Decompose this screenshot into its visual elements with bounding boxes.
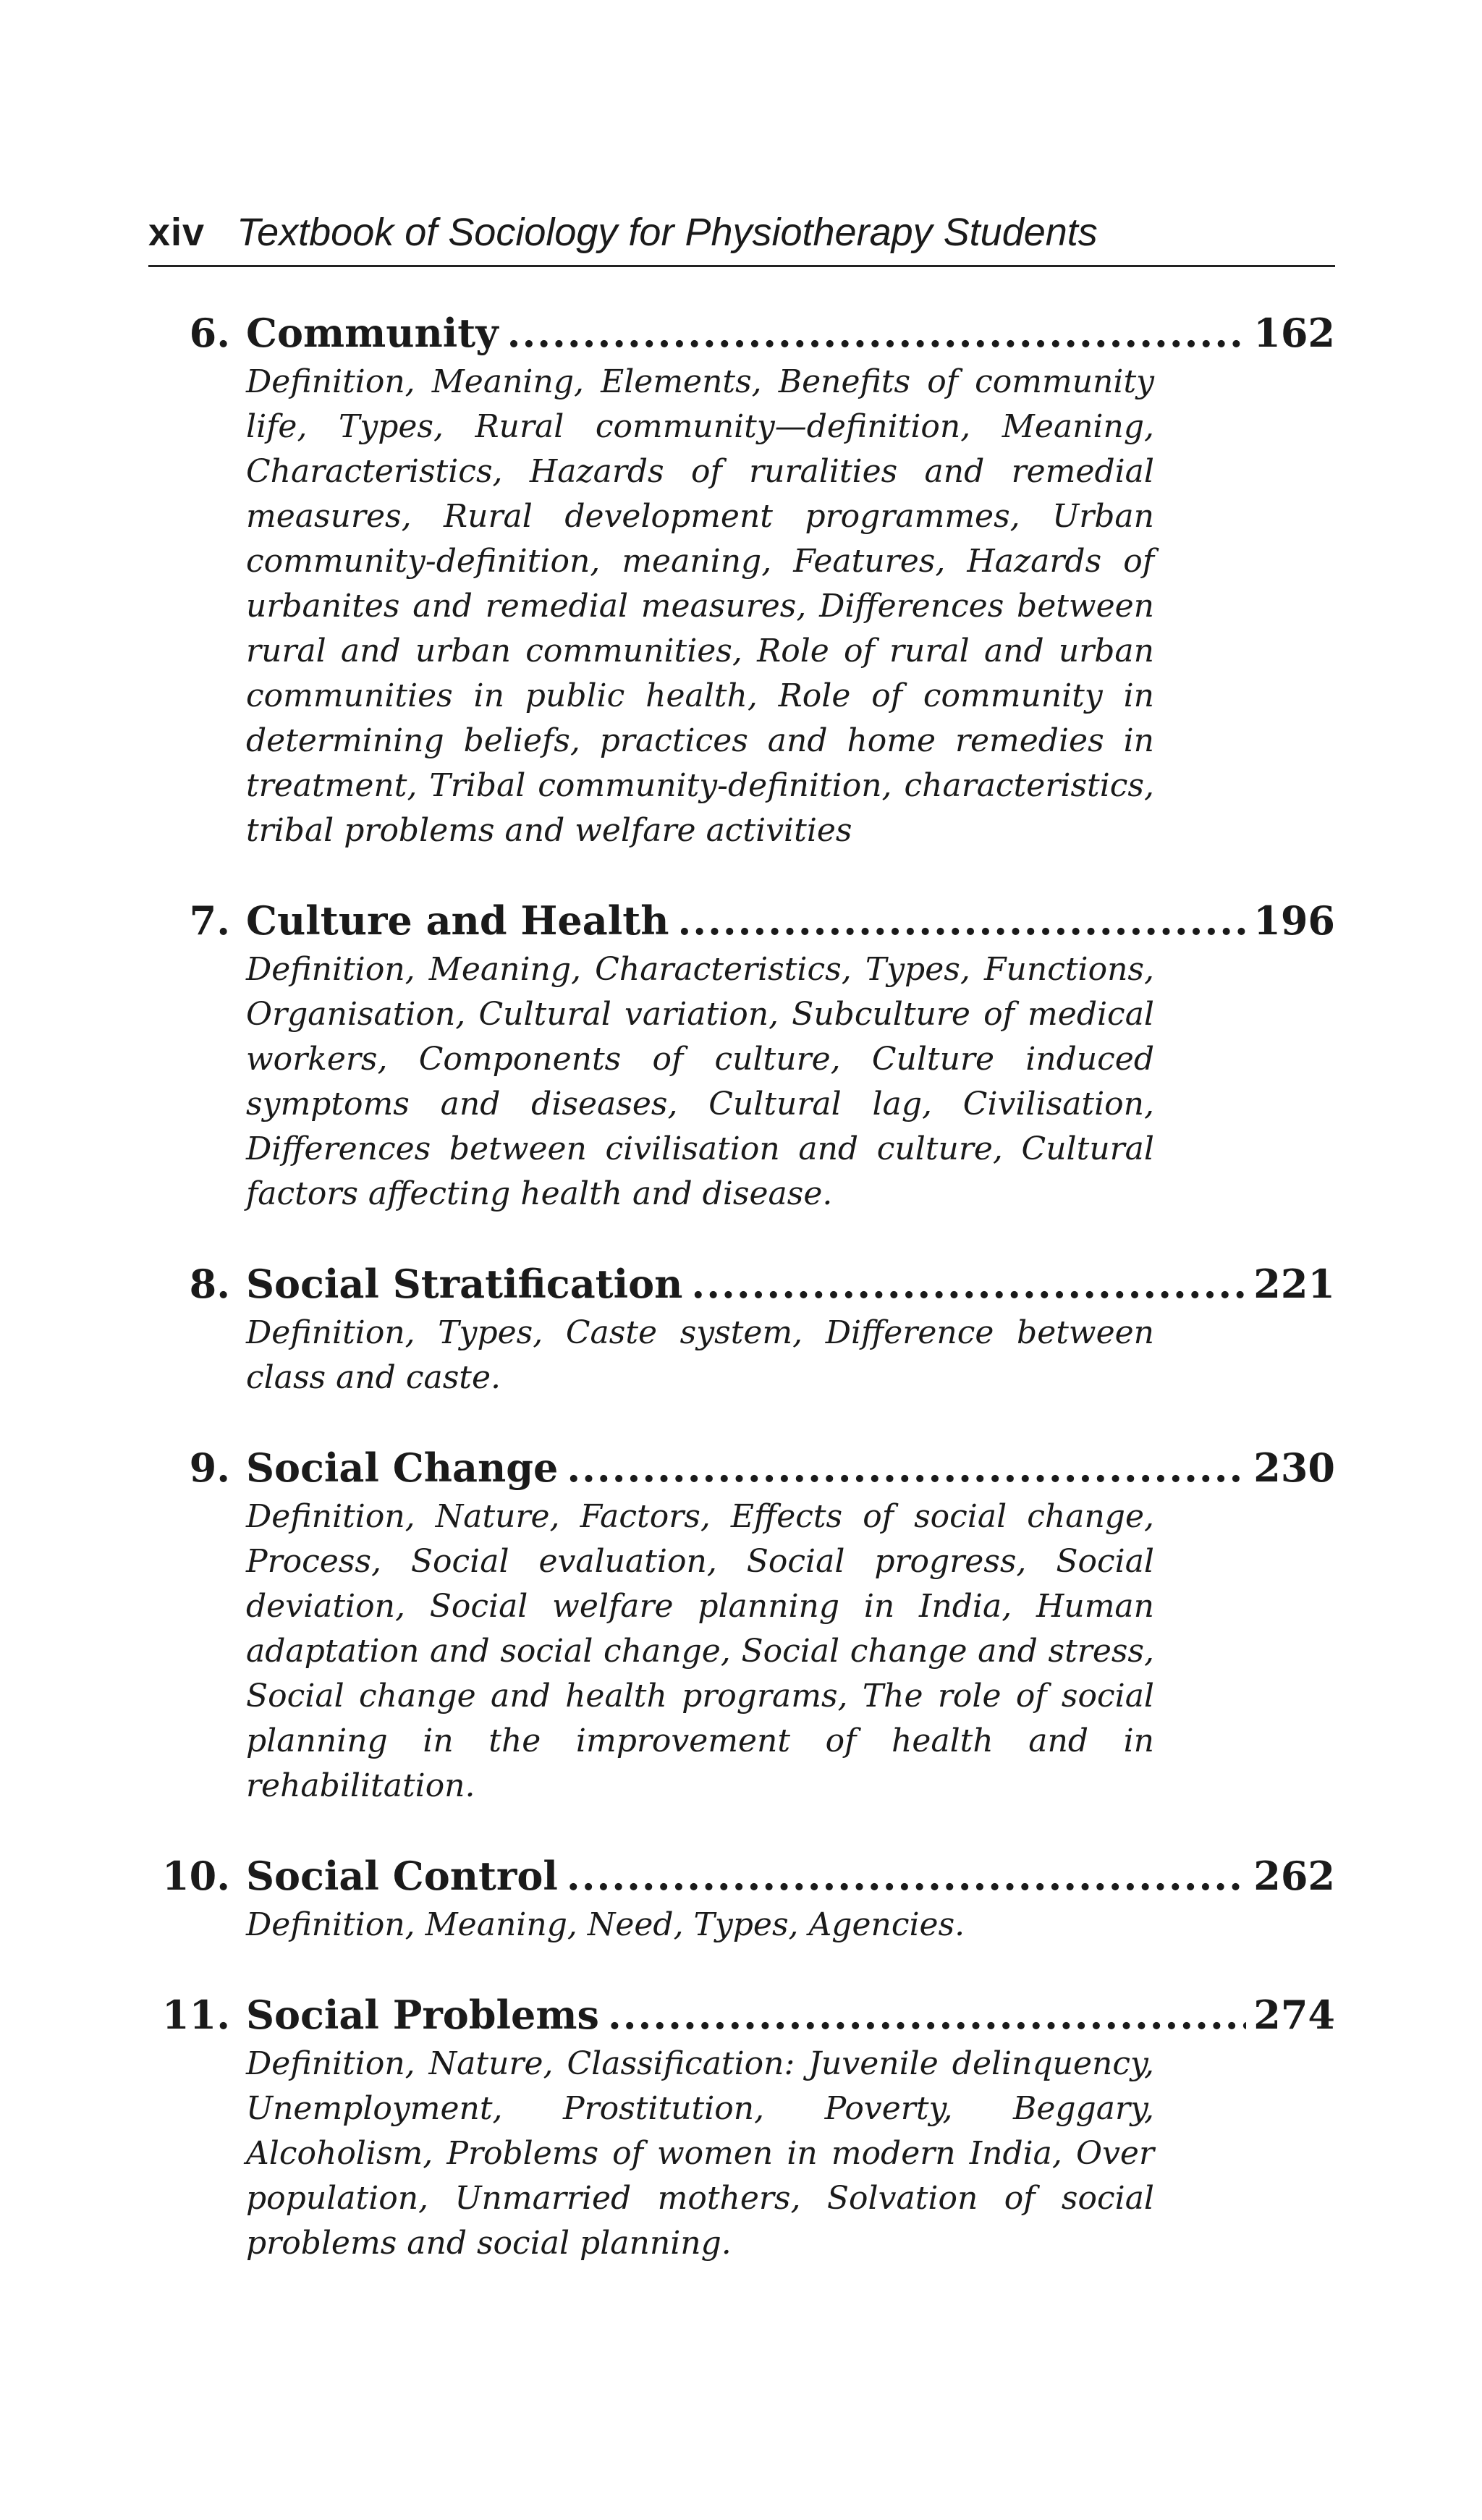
toc-entry-heading [148,1852,1335,1900]
chapter-number: 11. [162,1992,230,2038]
chapter-title: Social Change [246,1445,559,1491]
dot-leader [567,1444,1246,1492]
chapter-title: Culture and Health [246,897,669,944]
dot-leader [567,1852,1246,1900]
chapter-number: 9. [189,1445,230,1491]
chapter-number: 7. [189,897,230,944]
chapter-description: Definition, Meaning, Characteristics, Types, Functions, Organisation, Cultural variation, Subculture of medical workers, Components of culture, Culture induced symptoms and diseases, Cultural lag, Civilisation, Differences between civilisation and culture, Cultural factors affecting health and disease. [246,951,1154,1212]
toc-entry-social-problems [148,1991,1335,2266]
header-page-number: xiv [148,211,206,254]
toc-entry-heading [148,1991,1335,2039]
toc-entry-social-change [148,1444,1335,1809]
toc-entry-social-control [148,1852,1335,1948]
chapter-description: Definition, Types, Caste system, Difference between class and caste. [246,1314,1154,1396]
chapter-number: 10. [162,1853,230,1899]
table-of-contents [148,309,1335,2266]
chapter-description: Definition, Nature, Factors, Effects of social change, Process, Social evaluation, Social progress, Social deviation, Social welfare planning in India, Human adaptation and social change, Social change and stress, Social change and health programs, The role of social planning in the improvement of health and in rehabilitation. [246,1498,1154,1804]
chapter-title: Community [246,310,499,356]
chapter-number: 8. [189,1261,230,1307]
chapter-description: Definition, Meaning, Elements, Benefits of community life, Types, Rural community—definition, Meaning, Characteristics, Hazards of ruralities and remedial measures, Rural development programmes, Urban community-definition, meaning, Features, Hazards of urbanites and remedial measures, Differences between rural and urban communities, Role of rural and urban communities in public health, Role of community in determining beliefs, practices and home remedies in treatment, Tribal community-definition, characteristics, tribal problems and welfare activities [246,363,1154,849]
chapter-page-number: 196 [1253,897,1335,944]
toc-entry-heading [148,309,1335,357]
chapter-page-number: 230 [1253,1445,1335,1491]
toc-entry-culture-and-health [148,897,1335,1217]
chapter-title: Social Control [246,1853,558,1899]
chapter-description: Definition, Nature, Classification: Juvenile delinquency, Unemployment, Prostitution, Poverty, Beggary, Alcoholism, Problems of women in modern India, Over population, Unmarried mothers, Solvation of social problems and social planning. [246,2045,1154,2262]
chapter-number: 6. [189,310,230,356]
dot-leader [691,1260,1246,1308]
chapter-page-number: 262 [1253,1853,1335,1899]
header-book-title: Textbook of Sociology for Physiotherapy Students [237,211,1098,254]
chapter-page-number: 274 [1253,1992,1335,2038]
toc-entry-social-stratification [148,1260,1335,1400]
chapter-title: Social Problems [246,1992,599,2038]
dot-leader [507,309,1247,357]
chapter-description: Definition, Meaning, Need, Types, Agencies. [246,1906,965,1943]
book-page [148,210,1335,2266]
toc-entry-heading [148,1260,1335,1308]
toc-entry-heading [148,897,1335,944]
dot-leader [608,1991,1246,2039]
running-header [148,210,1335,267]
toc-entry-community [148,309,1335,853]
dot-leader [677,897,1246,944]
chapter-title: Social Stratification [246,1261,683,1307]
chapter-page-number: 162 [1253,310,1335,356]
chapter-page-number: 221 [1253,1261,1335,1307]
toc-entry-heading [148,1444,1335,1492]
